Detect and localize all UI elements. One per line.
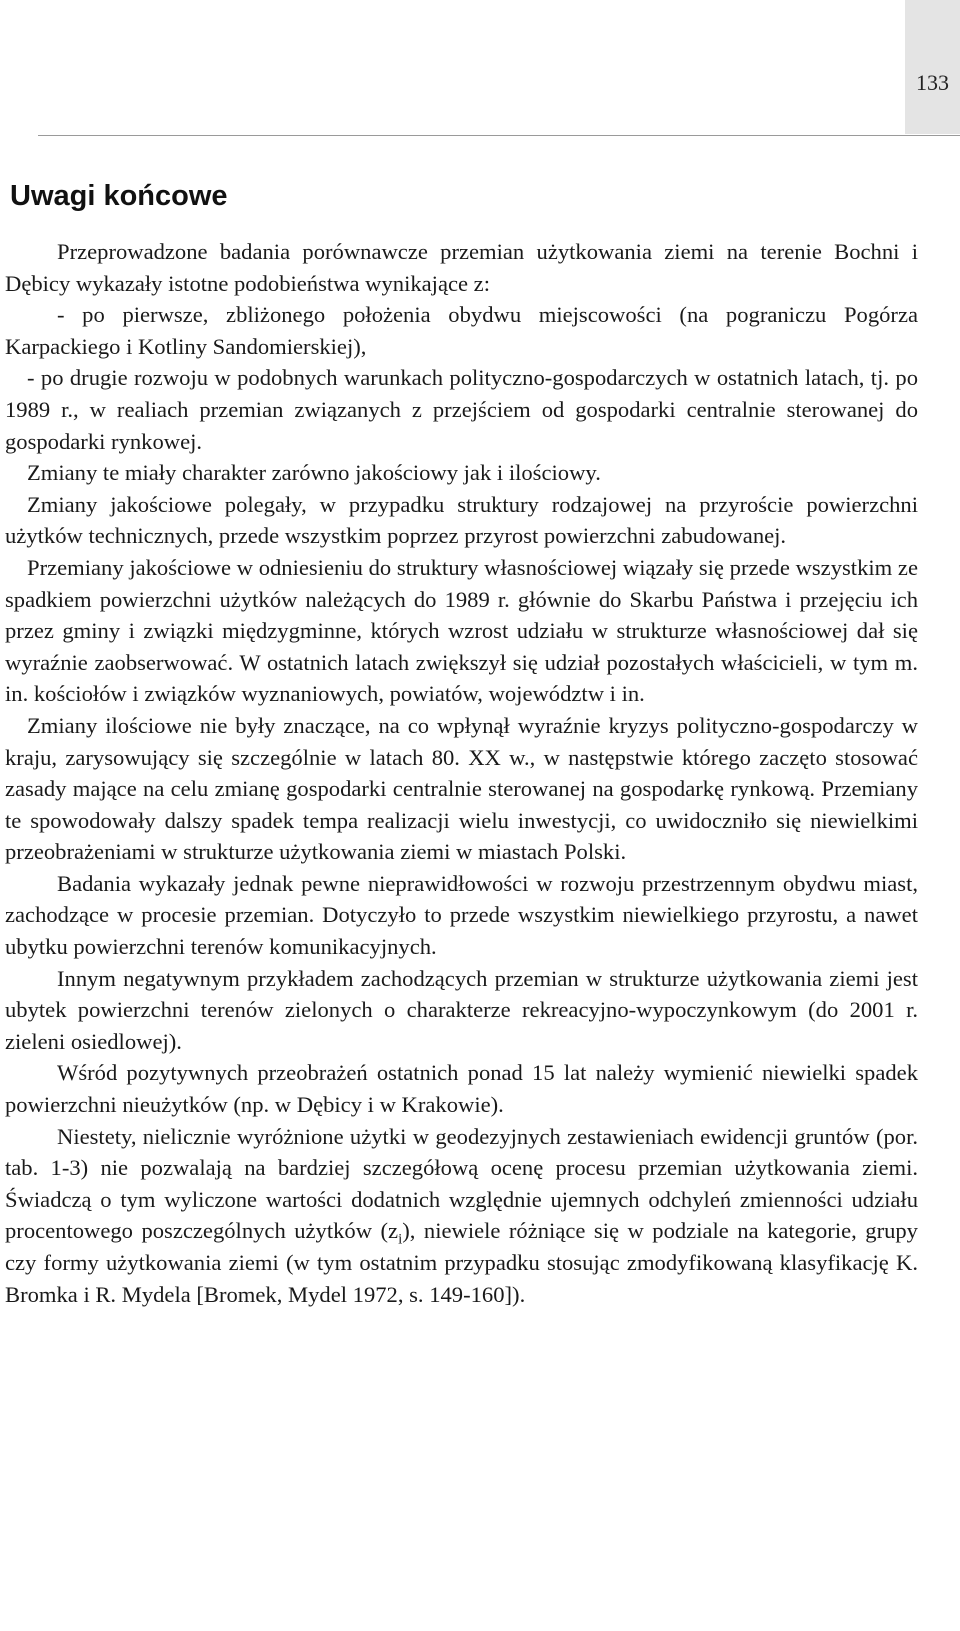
page-number-tab — [905, 0, 960, 134]
paragraph-quantitative: Zmiany ilościowe nie były znaczące, na co wpłynął wyraźnie kryzys polityczno-gospodarczy w kraju, zarysowujący się szczególnie w latach 80. XX w., w następstwie którego zaczęto stosować zasady mające na celu zmianę gospodarki centralnie sterowanej na gospodarkę rynkową. Przemiany te spowodowały dalszy spadek tempa realizacji wielu inwestycji, co uwidoczniło się niewielkimi przeobrażeniami w strukturze użytkowania ziemi w miastach Polski. — [5, 712, 918, 865]
paragraph-changes: Zmiany te miały charakter zarówno jakościowy jak i ilościowy. — [27, 460, 601, 486]
conclusion-text-after: ), niewiele różniące się w podziale na kategorie, grupy czy formy użytkowania ziemi (w tym ostatnim przypadku stosując zmodyfikowaną klasyfikację K. Bromka i R. Mydela [Bromek, Mydel 1972, s. 149-160]). — [5, 1218, 918, 1307]
paragraph-conclusion — [5, 1121, 918, 1311]
paragraph-positive: Wśród pozytywnych przeobrażeń ostatnich ponad 15 lat należy wymienić niewielki spadek powierzchni nieużytków (np. w Dębicy i w Krakowie). — [5, 1060, 918, 1118]
paragraph-irregularities: Badania wykazały jednak pewne nieprawidłowości w rozwoju przestrzennym obydwu miast, zachodzące w procesie przemian. Dotyczyło to przede wszystkim niewielkiego przyrostu, a nawet ubytku powierzchni terenów komunikacyjnych. — [5, 870, 918, 960]
paragraph-qualitative: Zmiany jakościowe polegały, w przypadku struktury rodzajowej na przyroście powierzchni użytków technicznych, przede wszystkim poprzez przyrost powierzchni zabudowanej. — [5, 491, 918, 549]
list-item-first: - po pierwsze, zbliżonego położenia obydwu miejscowości (na pograniczu Pogórza Karpackiego i Kotliny Sandomierskiej), — [5, 302, 918, 359]
paragraph-ownership: Przemiany jakościowe w odniesieniu do struktury własnościowej wiązały się przede wszystkim ze spadkiem powierzchni użytków należących do 1989 r. głównie do Skarbu Państwa i przejęciu ich przez gminy i związki międzygminne, których wzrost udziału w strukturze własnościowej dał się wyraźnie zaobserwować. W ostatnich latach zwiększył się udział pozostałych właścicieli, w tym m. in. kościołów i związków wyznaniowych, powiatów, województw i in. — [5, 554, 918, 707]
body-text — [5, 236, 918, 1310]
conclusion-text-before: Niestety, nielicznie wyróżnione użytki w geodezyjnych zestawieniach ewidencji gruntów (por. tab. 1-3) nie pozwalają na bardziej szczegółową ocenę procesu przemian użytkowania ziemi. Świadczą o tym wyliczone wartości dodatnich względnie ujemnych odchyleń zmienności udziału procentowego poszczególnych użytków (z — [5, 1123, 918, 1244]
section-heading: Uwagi końcowe — [10, 180, 228, 212]
paragraph-negative: Innym negatywnym przykładem zachodzących przemian w strukturze użytkowania ziemi jest ubytek powierzchni terenów zielonych o charakterze rekreacyjno-wypoczynkowym (do 2001 r. zieleni osiedlowej). — [5, 965, 918, 1054]
subscript-index: i — [398, 1231, 403, 1248]
paragraph-intro: Przeprowadzone badania porównawcze przemian użytkowania ziemi na terenie Bochni i Dębicy wykazały istotne podobieństwa wynikające z: — [5, 239, 918, 296]
page-number: 133 — [916, 70, 949, 95]
list-item-second: - po drugie rozwoju w podobnych warunkach polityczno-gospodarczych w ostatnich latach, tj. po 1989 r., w realiach przemian związanych z przejściem od gospodarki centralnie sterowanej do gospodarki rynkowej. — [5, 365, 918, 454]
header-rule — [38, 135, 960, 136]
